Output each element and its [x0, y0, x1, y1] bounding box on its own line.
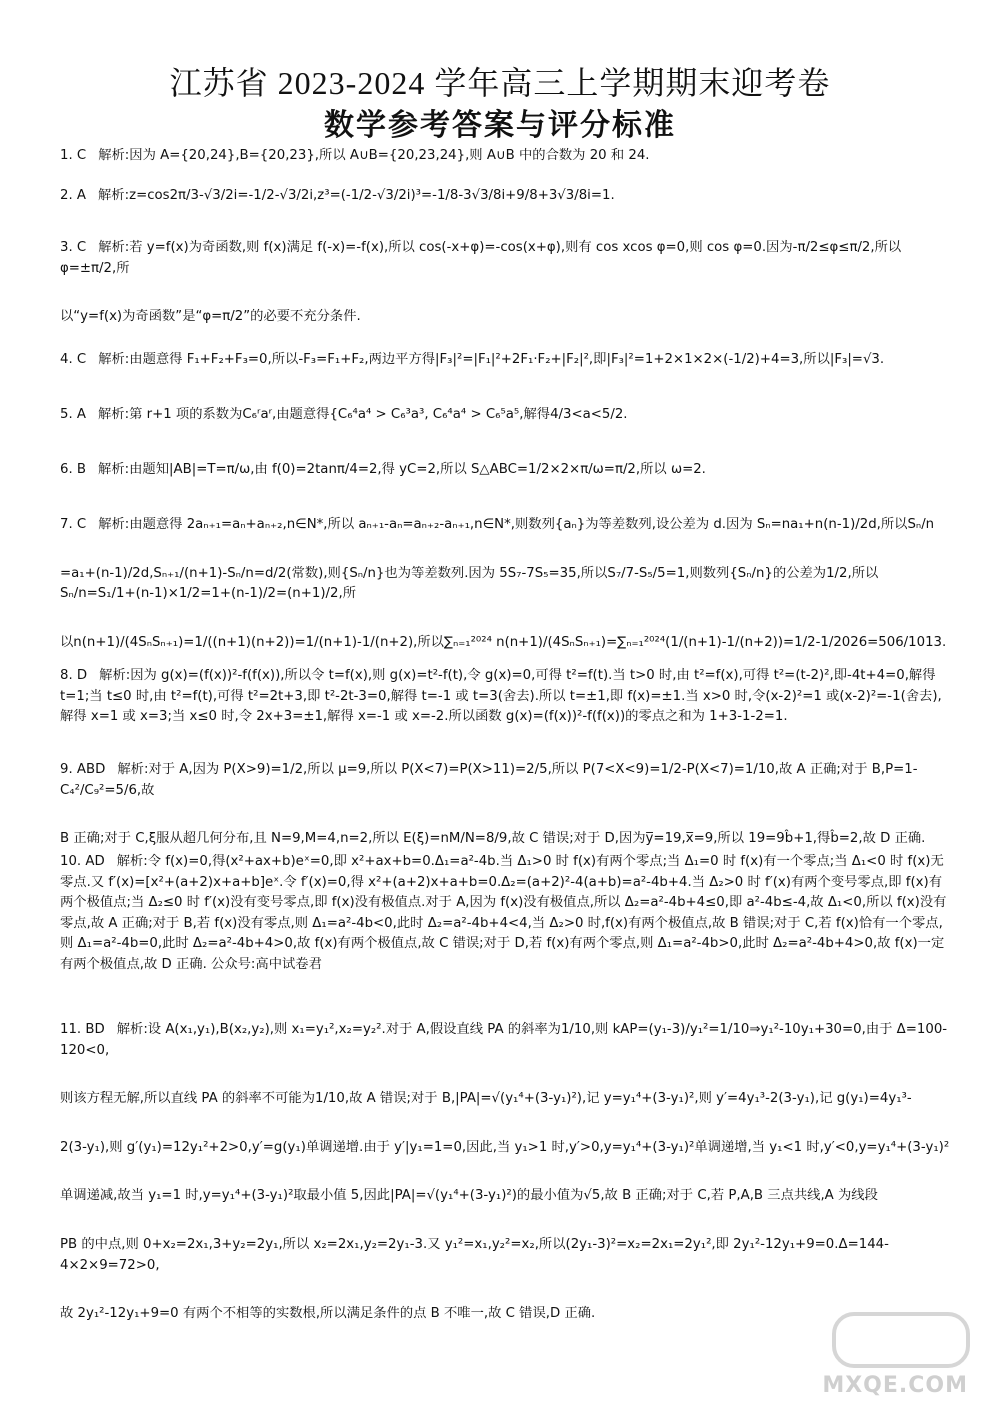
watermark-logo	[832, 1312, 970, 1368]
answer-text: =a₁+(n-1)/2d,Sₙ₊₁/(n+1)-Sₙ/n=d/2(常数),则{Sₙ/n}也为等差数列.因为 5S₇-7S₅=35,所以S₇/7-S₅/5=1,则数列{Sₙ/n}的公差为1/2,所以Sₙ/n=S₁/1+(n-1)×1/2=1+(n-1)/2=(n+1)/2,所	[60, 565, 879, 602]
answer-text: 单调递减,故当 y₁=1 时,y=y₁⁴+(3-y₁)²取最小值 5,因此|PA|=√(y₁⁴+(3-y₁)²)的最小值为√5,故 B 正确;对于 C,若 P,A,B 三点共线,A 为线段	[60, 1188, 878, 1204]
answer-number: 8. D	[60, 668, 88, 683]
answer-2	[60, 186, 950, 207]
page-subtitle: 数学参考答案与评分标准	[324, 108, 676, 143]
answer-8	[60, 666, 950, 728]
answer-text: 解析:设 A(x₁,y₁),B(x₂,y₂),则 x₁=y₁²,x₂=y₂².对于 A,假设直线 PA 的斜率为1/10,则 kAP=(y₁-3)/y₁²=1/10⇒y₁²-10y₁+30=0,由于 Δ=100-120<0,	[60, 1022, 948, 1058]
answer-number: 9. ABD	[60, 762, 106, 777]
answer-5	[60, 405, 950, 426]
answer-text: 解析:令 f(x)=0,得(x²+ax+b)eˣ=0,即 x²+ax+b=0.Δ₁=a²-4b.当 Δ₁>0 时 f(x)有两个零点;当 Δ₁=0 时 f(x)有一个零点;当 Δ₁<0 时 f(x)无零点.又 f′(x)=[x²+(a+2)x+a+b]eˣ.令 f′(x)=0,得 x²+(a+2)x+a+b=0.Δ₂=(a+2)²-4(a+b)=a²-4b+4.当 Δ₂>0 时 f′(x)有两个变号零点,即 f(x)有两个极值点;当 Δ₂≤0 时 f′(x)没有变号零点,即 f(x)没有极值点.对于 A,因为 f(x)没有极值点,所以 Δ₂=a²-4b+4≤0,即 a²-4b≤-4,故 Δ₁<0,所以 f(x)没有零点,故 A 正确;对于 B,若 f(x)没有零点,则 Δ₁=a²-4b<0,此时 Δ₂=a²-4b+4<4,当 Δ₂>0 时,f(x)有两个极值点,故 B 错误;对于 C,若 f(x)恰有一个零点,则 Δ₁=a²-4b=0,此时 Δ₂=a²-4b+4>0,故 f(x)有两个极值点,故 C 错误;对于 D,若 f(x)有两个零点,则 Δ₁=a²-4b>0,此时 Δ₂=a²-4b+4>0,故 f(x)一定有两个极值点,故 D 正确. 公众号:高中试卷君	[60, 854, 947, 973]
answer-text: 解析:因为 A={20,24},B={20,23},所以 A∪B={20,23,24},则 A∪B 中的合数为 20 和 24.	[98, 148, 650, 163]
answer-1	[60, 146, 950, 167]
answer-number: 11. BD	[60, 1022, 105, 1037]
answer-number: 7. C	[60, 517, 87, 532]
answer-text: 解析:因为 g(x)=(f(x))²-f(f(x)),所以令 t=f(x),则 g(x)=t²-f(t),令 g(x)=0,可得 t²=f(t).当 t>0 时,由 t²=f(x),可得 t²=(t-2)²,即-4t+4=0,解得 t=1;当 t≤0 时,由 t²=f(t),可得 t²=2t+3,即 t²-2t-3=0,解得 t=-1 或 t=3(舍去).所以 t=±1,即 f(x)=±1.当 x>0 时,令(x-2)²=1 或(x-2)²=-1(舍去),解得 x=1 或 x=3;当 x≤0 时,令 2x+3=±1,解得 x=-1 或 x=-2.所以函数 g(x)=(f(x))²-f(f(x))的零点之和为 1+3-1-2=1.	[60, 668, 942, 725]
answer-number: 4. C	[60, 352, 87, 367]
answer-4	[60, 350, 950, 371]
answer-number: 2. A	[60, 188, 87, 203]
answer-9	[60, 760, 950, 850]
answer-text: 故 2y₁²-12y₁+9=0 有两个不相等的实数根,所以满足条件的点 B 不唯一,故 C 错误,D 正确.	[60, 1306, 596, 1322]
watermark-text: MXQE.COM	[822, 1373, 968, 1398]
answer-text: 2(3-y₁),则 g′(y₁)=12y₁²+2>0,y′=g(y₁)单调递增.由于 y′|y₁=1=0,因此,当 y₁>1 时,y′>0,y=y₁⁴+(3-y₁)²单调递增,当 y₁<1 时,y′<0,y=y₁⁴+(3-y₁)²	[60, 1139, 950, 1155]
answer-7	[60, 515, 950, 653]
answer-text: 解析:z=cos2π/3-√3/2i=-1/2-√3/2i,z³=(-1/2-√3/2i)³=-1/8-3√3/8i+9/8+3√3/8i=1.	[98, 188, 615, 203]
answer-number: 3. C	[60, 240, 87, 255]
answer-6	[60, 460, 950, 481]
page-title: 江苏省 2023-2024 学年高三上学期期末迎考卷	[169, 65, 831, 101]
answer-text: B 正确;对于 C,ξ服从超几何分布,且 N=9,M=4,n=2,所以 E(ξ)=nM/N=8/9,故 C 错误;对于 D,因为y̅=19,x̅=9,所以 19=9b̂+1,得b̂=2,故 D 正确.	[60, 831, 926, 847]
answer-number: 10. AD	[60, 854, 105, 869]
answer-number: 6. B	[60, 462, 87, 477]
answer-number: 1. C	[60, 148, 87, 163]
answer-text: 解析:由题意得 F₁+F₂+F₃=0,所以-F₃=F₁+F₂,两边平方得|F₃|²=|F₁|²+2F₁·F₂+|F₂|²,即|F₃|²=1+2×1×2×(-1/2)+4=3,所以|F₃|=√3.	[98, 352, 885, 367]
answer-number: 5. A	[60, 407, 87, 422]
answer-text: 解析:由题知|AB|=T=π/ω,由 f(0)=2tanπ/4=2,得 yC=2,所以 S△ABC=1/2×2×π/ω=π/2,所以 ω=2.	[98, 462, 706, 477]
answer-10	[60, 852, 950, 976]
answer-text: 解析:第 r+1 项的系数为C₆ʳaʳ,由题意得{C₆⁴a⁴ > C₆³a³, C₆⁴a⁴ > C₆⁵a⁵,解得4/3<a<5/2.	[98, 407, 628, 422]
answer-text: 以“y=f(x)为奇函数”是“φ=π/2”的必要不充分条件.	[60, 309, 361, 325]
answer-text: 则该方程无解,所以直线 PA 的斜率不可能为1/10,故 A 错误;对于 B,|PA|=√(y₁⁴+(3-y₁)²),记 y=y₁⁴+(3-y₁)²,则 y′=4y₁³-2(3-y₁),记 g(y₁)=4y₁³-	[60, 1091, 912, 1107]
answer-11	[60, 1020, 950, 1325]
answer-text: PB 的中点,则 0+x₂=2x₁,3+y₂=2y₁,所以 x₂=2x₁,y₂=2y₁-3.又 y₁²=x₁,y₂²=x₂,所以(2y₁-3)²=x₂=2x₁=2y₁²,即 2y₁²-12y₁+9=0.Δ=144-4×2×9=72>0,	[60, 1237, 889, 1273]
answer-text: 以n(n+1)/(4SₙSₙ₊₁)=1/((n+1)(n+2))=1/(n+1)-1/(n+2),所以∑ₙ₌₁²⁰²⁴ n(n+1)/(4SₙSₙ₊₁)=∑ₙ₌₁²⁰²⁴(1/(n+1)-1/(n+2))=1/2-1/2026=506/1013.	[60, 634, 947, 650]
answer-3	[60, 238, 950, 328]
answer-text: 解析:若 y=f(x)为奇函数,则 f(x)满足 f(-x)=-f(x),所以 cos(-x+φ)=-cos(x+φ),则有 cos xcos φ=0,则 cos φ=0.因为-π/2≤φ≤π/2,所以 φ=±π/2,所	[60, 240, 902, 276]
answer-text: 解析:对于 A,因为 P(X>9)=1/2,所以 μ=9,所以 P(X<7)=P(X>11)=2/5,所以 P(7<X<9)=1/2-P(X<7)=1/10,故 A 正确;对于 B,P=1-C₄²/C₉²=5/6,故	[60, 762, 918, 798]
answer-text: 解析:由题意得 2aₙ₊₁=aₙ+aₙ₊₂,n∈N*,所以 aₙ₊₁-aₙ=aₙ₊₂-aₙ₊₁,n∈N*,则数列{aₙ}为等差数列,设公差为 d.因为 Sₙ=na₁+n(n-1)/2d,所以Sₙ/n	[98, 517, 935, 532]
